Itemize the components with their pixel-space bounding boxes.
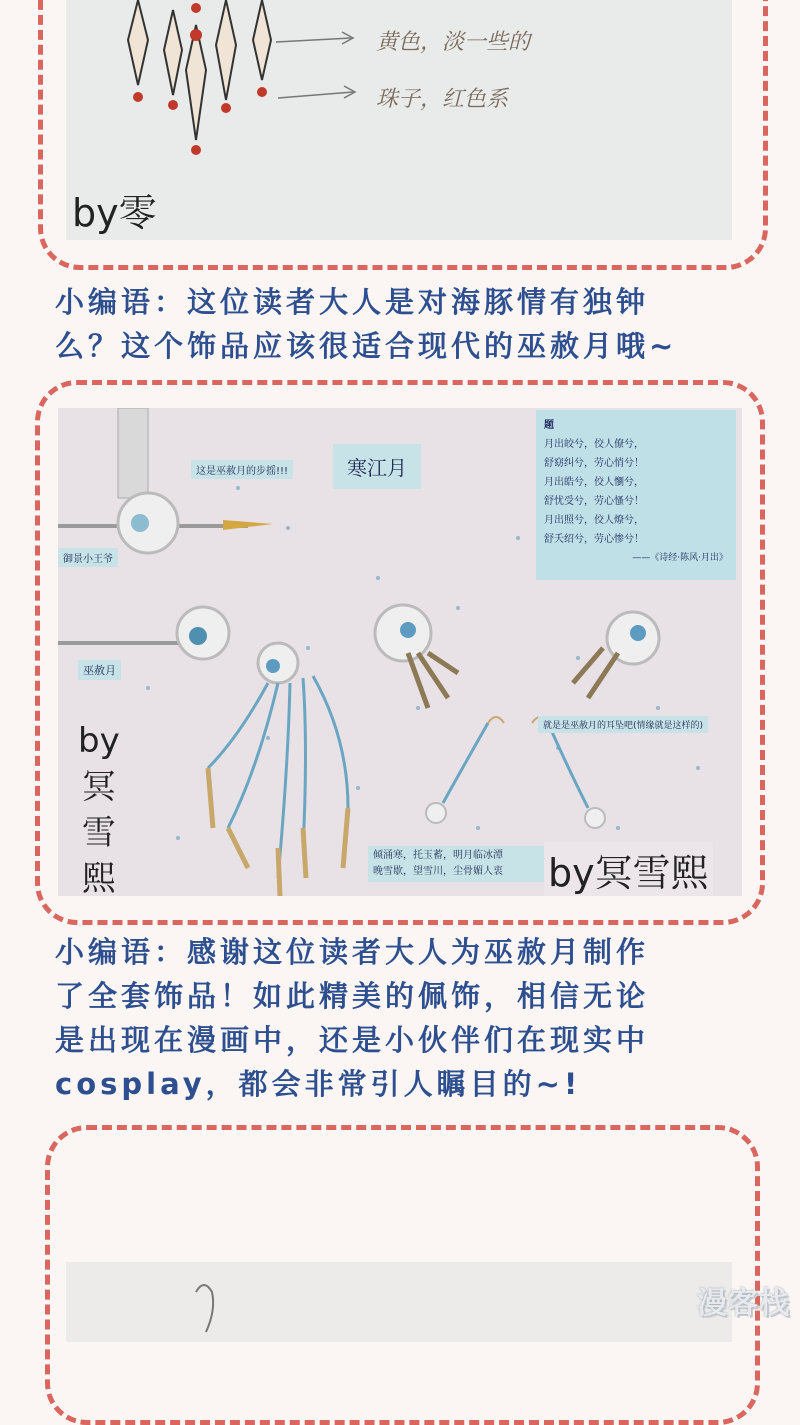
editor-comment-2-line1: 小编语：感谢这位读者大人为巫赦月制作 <box>55 935 650 969</box>
wushe-tag: 巫赦月 <box>78 660 121 680</box>
earring-tag: 就是是巫赦月的耳坠吧(情缘就是这样的) <box>538 716 708 733</box>
poem-line: 月出皎兮，佼人僚兮， <box>544 439 644 450</box>
sketch-photo <box>66 0 732 240</box>
poem-card <box>536 410 736 580</box>
hairpin-tag: 这是巫赦月的步摇!!! <box>191 460 293 479</box>
poem-title: 题 <box>544 420 554 431</box>
editor-comment-1 <box>55 280 755 368</box>
editor-comment-2-line2: 了全套饰品！如此精美的佩饰，相信无论 <box>55 979 650 1013</box>
verse-tag <box>368 846 550 882</box>
poem-line: 舒夭绍兮，劳心惨兮！ <box>544 534 644 545</box>
poem-line: 月出照兮，佼人燎兮， <box>544 515 644 526</box>
artist-credit-1: by零 <box>72 191 157 235</box>
title-tag: 寒江月 <box>333 444 421 489</box>
site-watermark: 漫客栈 <box>697 1286 790 1321</box>
bottom-photo-sketch <box>66 1262 732 1342</box>
editor-comment-1-line1: 小编语：这位读者大人是对海豚情有独钟 <box>55 285 650 319</box>
verse-line-1: 倾涌寒，托玉蓄，明月临冰潭 <box>373 850 503 861</box>
sketch-annotation-beads: 珠子，红色系 <box>376 87 509 112</box>
sketch-annotation-yellow: 黄色，淡一些的 <box>376 30 531 55</box>
jewelry-photo <box>58 408 742 896</box>
poem-line: 月出皓兮，佼人懰兮， <box>544 477 644 488</box>
bottom-photo <box>66 1262 732 1342</box>
editor-comment-1-line2: 么？这个饰品应该很适合现代的巫赦月哦~ <box>55 329 678 363</box>
editor-comment-2 <box>55 930 755 1106</box>
artist-credit-vertical: by 冥 雪 熙 <box>78 721 120 896</box>
poem-line: 舒窈纠兮，劳心悄兮！ <box>544 458 644 469</box>
poem-line: 舒忧受兮，劳心慅兮！ <box>544 496 644 507</box>
verse-line-2: 晚雪歇，望雪川，尘骨媚人衷 <box>373 866 503 877</box>
artist-credit-bottom: by冥雪熙 <box>544 842 713 896</box>
poem-source: ——《诗经·陈风·月出》 <box>632 553 728 563</box>
prince-tag: 御景小王爷 <box>58 548 118 567</box>
editor-comment-2-line3: 是出现在漫画中，还是小伙伴们在现实中 <box>55 1023 650 1057</box>
editor-comment-2-line4: cosplay，都会非常引人瞩目的~! <box>55 1067 582 1101</box>
